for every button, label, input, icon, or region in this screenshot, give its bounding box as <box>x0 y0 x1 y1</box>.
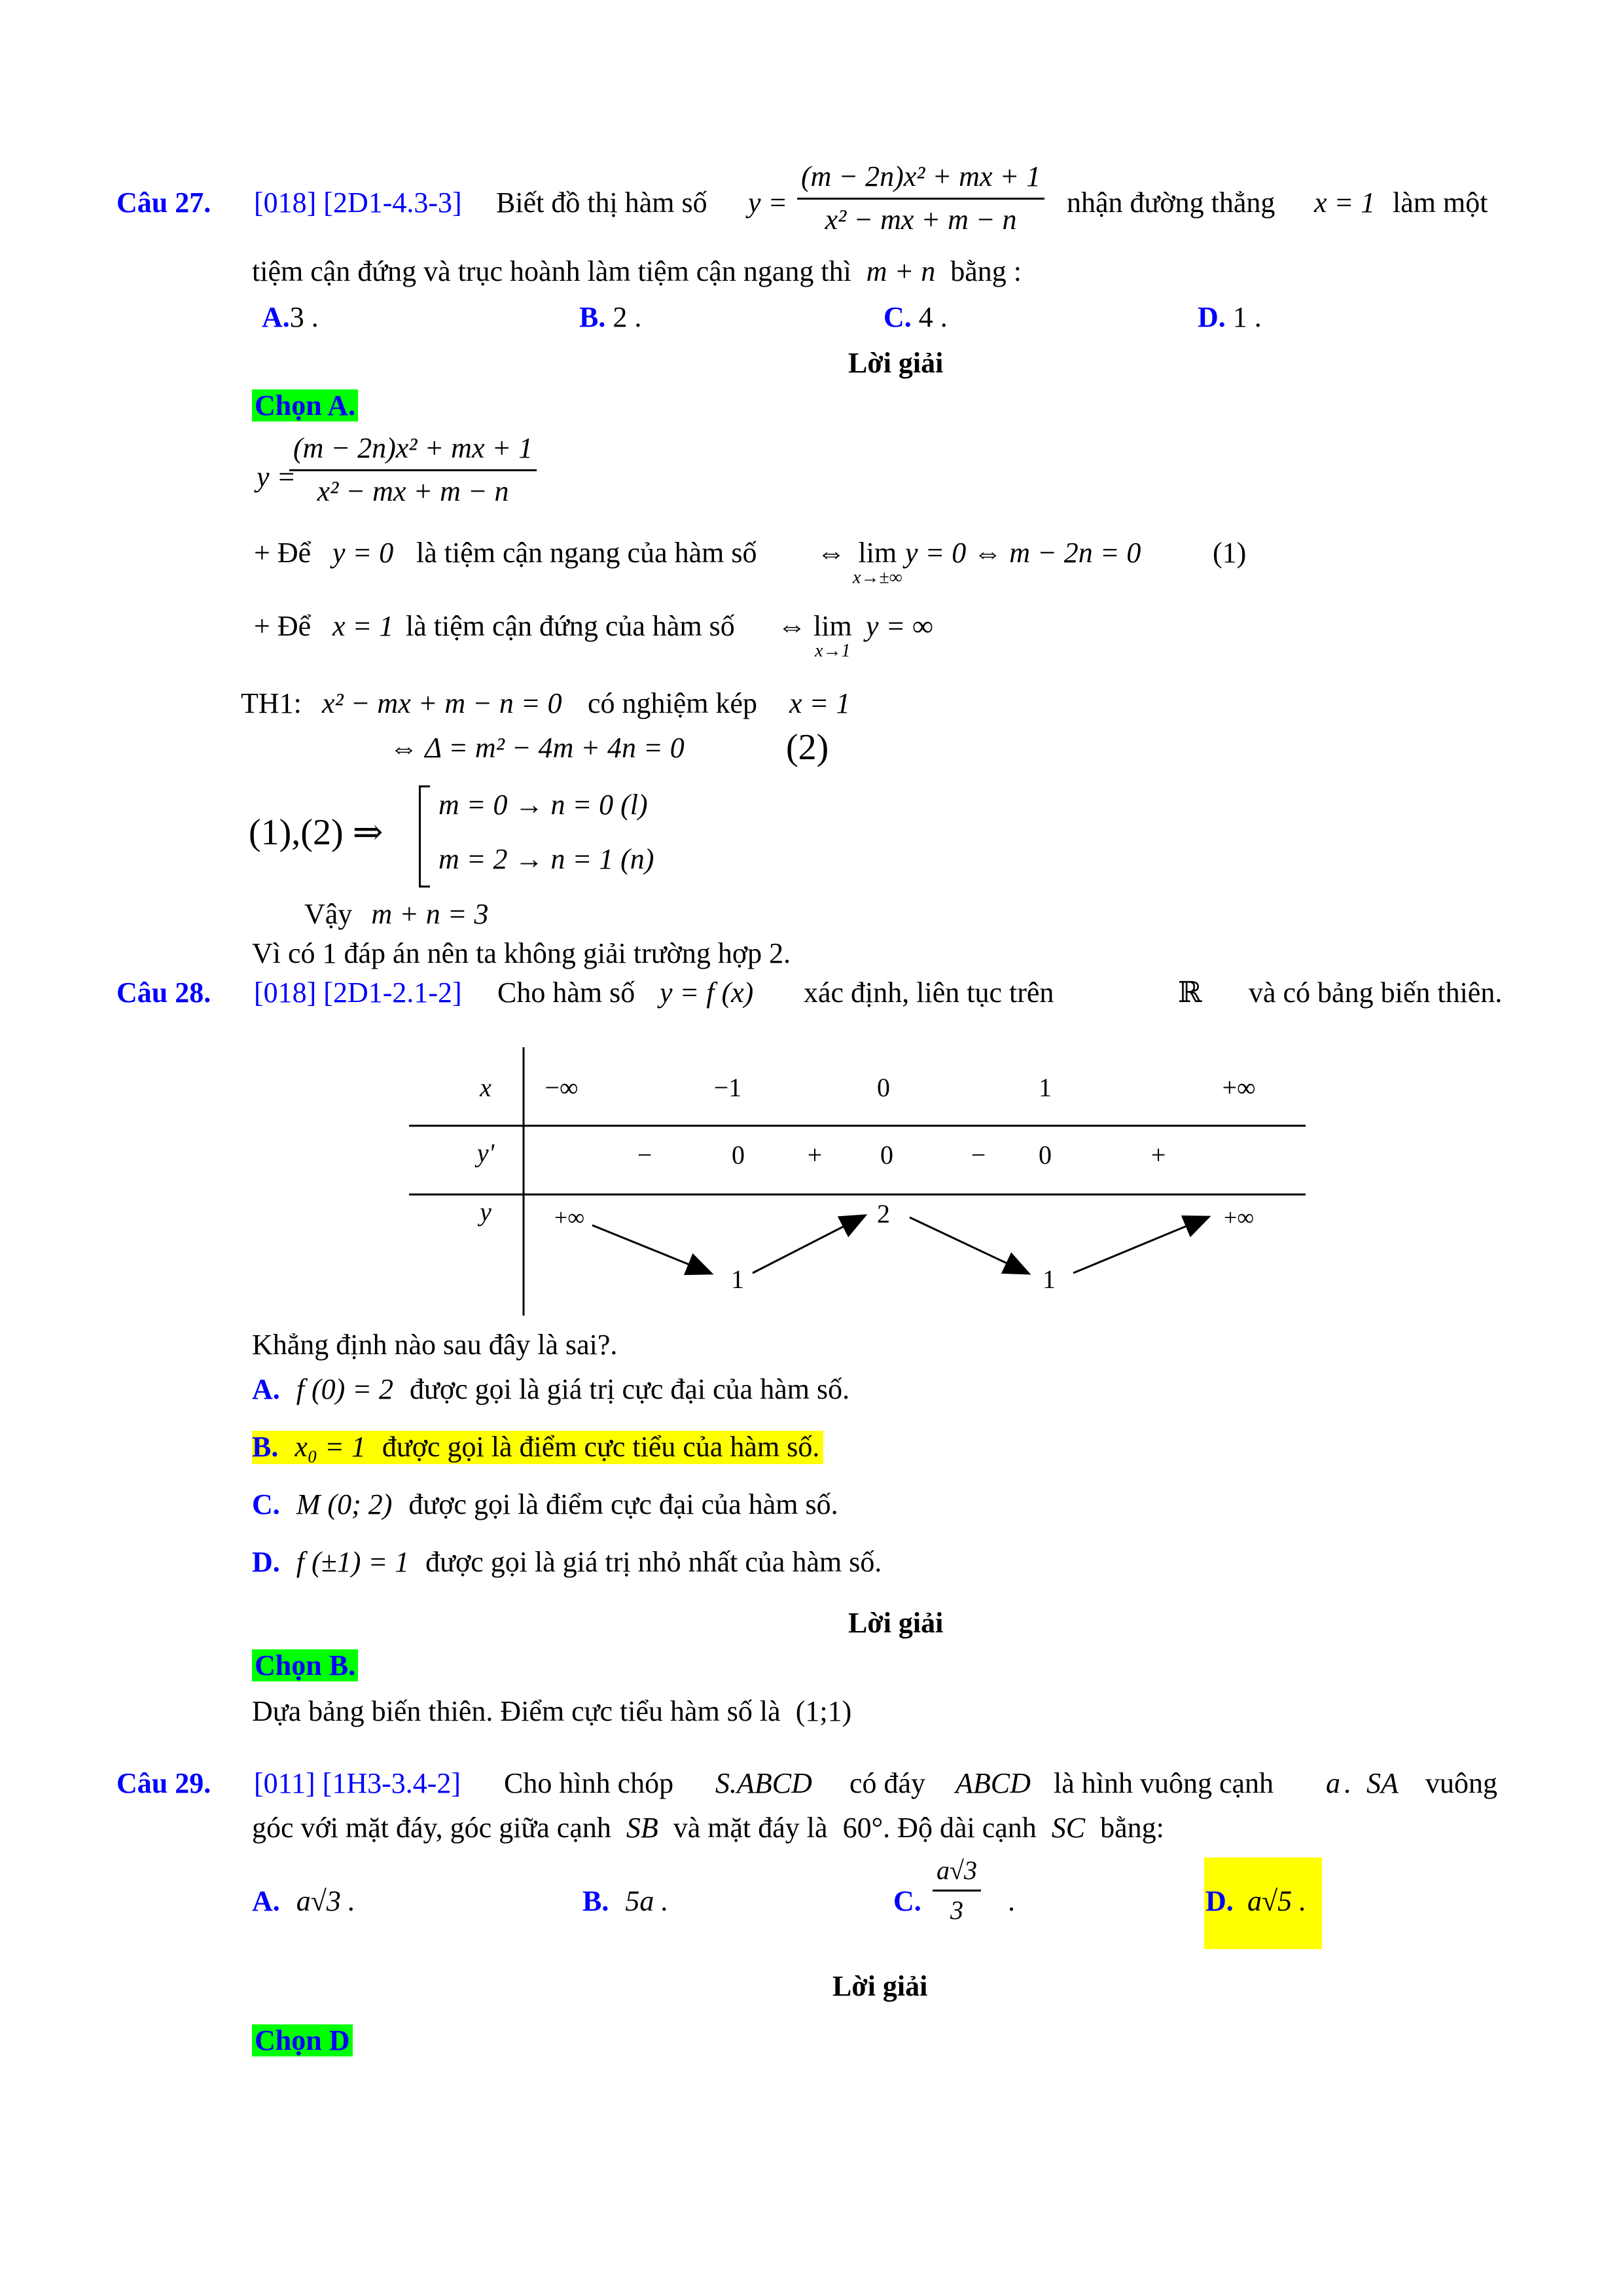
q27-delta-tag: (2) <box>786 727 829 768</box>
q28-explain-text: Dựa bảng biến thiên. Điểm cực tiểu hàm số là <box>252 1695 781 1727</box>
q29-chosen-badge: Chọn D <box>252 2024 353 2056</box>
q27-cond1-tag: (1) <box>1213 537 1247 569</box>
q29-sabcd: S.ABCD <box>715 1767 812 1799</box>
q27-frac-num: (m − 2n)x² + mx + 1 <box>797 160 1044 200</box>
q27-cases-bracket <box>419 785 430 888</box>
q28-option-c-letter: C. <box>252 1488 280 1520</box>
q29-text-c: là hình vuông cạnh <box>1054 1767 1274 1799</box>
q28-fx: y = f (x) <box>660 977 754 1009</box>
q27-option-c-letter: C. <box>883 301 912 333</box>
arrow-down-icon <box>592 1225 710 1273</box>
q27-sol-fraction <box>289 432 537 508</box>
table-dy-value: − <box>971 1140 986 1170</box>
q29-abcd: ABCD <box>955 1767 1031 1799</box>
q28-explain <box>252 1695 851 1729</box>
q29-sc: SC <box>1051 1812 1086 1844</box>
q29-angle: 60° <box>842 1812 883 1844</box>
q28-option-c-math: M (0; 2) <box>296 1488 393 1520</box>
q27-cond1-c: là tiệm cận ngang của hàm số <box>416 537 757 569</box>
q27-y-eq: y = <box>748 187 788 219</box>
q28-option-b <box>252 1431 823 1464</box>
table-x-value: +∞ <box>1222 1073 1256 1102</box>
q27-option-d-letter: D. <box>1198 301 1226 333</box>
table-row-dy: y' <box>476 1138 495 1168</box>
q29-option-a-letter: A. <box>252 1885 280 1917</box>
q27-combine: (1),(2) ⇒ <box>249 812 383 853</box>
q27-line2-end: bằng : <box>950 255 1022 287</box>
q28-option-b-text: được gọi là điểm cực tiểu của hàm số. <box>382 1431 820 1463</box>
q27-cond2-lim <box>813 610 852 662</box>
q29-line2-d: bằng: <box>1100 1812 1164 1844</box>
q28-real-set: ℝ <box>1178 977 1202 1009</box>
q28-option-c <box>252 1488 838 1522</box>
table-y-top: +∞ <box>554 1204 584 1230</box>
table-y-bottom: 1 <box>731 1265 744 1294</box>
q27-sol-frac-den: x² − mx + m − n <box>317 475 509 507</box>
table-x-value: −1 <box>713 1073 742 1102</box>
table-dy-value: + <box>1150 1140 1166 1170</box>
q29-option-c-num: a√3 <box>933 1856 981 1892</box>
q27-cond2-lim-under: x→1 <box>815 640 851 661</box>
table-x-value: −∞ <box>544 1073 579 1102</box>
q29-option-d-value: a√5 . <box>1247 1885 1307 1917</box>
q27-frac-den: x² − mx + m − n <box>825 203 1017 236</box>
table-dy-value: + <box>807 1140 823 1170</box>
q28-option-d <box>252 1546 882 1579</box>
q27-option-c-value: 4 . <box>918 301 948 333</box>
q27-conclusion-a: Vậy <box>304 898 353 930</box>
table-dy-value: 0 <box>1039 1140 1052 1170</box>
q27-option-b-value: 2 . <box>613 301 642 333</box>
q27-conclusion-b: m + n = 3 <box>371 898 489 930</box>
q29-text-a: Cho hình chóp <box>504 1767 674 1799</box>
q28-option-d-letter: D. <box>252 1546 280 1578</box>
q27-cond1-a: + Để <box>254 537 312 569</box>
q27-th1-c: có nghiệm kép <box>588 687 758 719</box>
q27-sol-y: y = <box>257 461 296 493</box>
arrow-down-icon <box>910 1217 1027 1273</box>
q29-option-a-value: a√3 . <box>296 1885 355 1917</box>
q27-delta-eq: ⇔ Δ = m² − 4m + 4n = 0 <box>389 732 685 764</box>
q27-label: Câu 27. <box>116 187 211 219</box>
q27-option-d <box>1198 301 1262 334</box>
q28-chosen <box>252 1649 358 1683</box>
q27-line2-text: tiệm cận đứng và trục hoành làm tiệm cận ngang thì <box>252 255 851 287</box>
q29-option-c-letter: C. <box>893 1885 921 1917</box>
q28-text-a: Cho hàm số <box>497 977 635 1009</box>
table-y-top: 2 <box>877 1199 890 1229</box>
q27-th1-b: x² − mx + m − n = 0 <box>322 687 562 719</box>
q28-question: Khẳng định nào sau đây là sai?. <box>252 1329 618 1361</box>
q28-option-b-math: x₀ = 1 <box>294 1431 366 1463</box>
q29-solution-title: Lời giải <box>832 1970 928 2002</box>
q27-option-a-letter: A. <box>262 301 290 333</box>
q29-a: a <box>1326 1767 1340 1799</box>
q28-label: Câu 28. <box>116 977 211 1009</box>
q27-sol-frac-num: (m − 2n)x² + mx + 1 <box>289 432 537 471</box>
table-row-x: x <box>480 1073 491 1102</box>
q29-line2-c: . Độ dài cạnh <box>883 1812 1037 1844</box>
q27-option-a-value: 3 . <box>289 301 319 333</box>
q29-line2-a: góc với mặt đáy, góc giữa cạnh <box>252 1812 611 1844</box>
table-dy-value: 0 <box>732 1140 745 1170</box>
q27-cond2-iff: ⇔ <box>777 610 806 642</box>
table-x-value: 1 <box>1039 1073 1052 1102</box>
q27-th1-d: x = 1 <box>789 687 851 719</box>
table-dy-value: 0 <box>880 1140 893 1170</box>
q27-conclusion <box>304 898 488 931</box>
q28-text-b: xác định, liên tục trên <box>804 977 1054 1009</box>
q27-text-b: nhận đường thẳng <box>1067 187 1275 219</box>
q28-option-d-math: f (±1) = 1 <box>296 1546 410 1578</box>
q28-chosen-badge: Chọn B. <box>252 1649 358 1681</box>
q28-option-a-text: được gọi là giá trị cực đại của hàm số. <box>410 1373 850 1405</box>
q27-line2 <box>252 255 1022 289</box>
q28-solution-title: Lời giải <box>848 1607 944 1639</box>
arrow-up-icon <box>1073 1217 1207 1273</box>
q27-cond2-lim-word: lim <box>813 610 852 642</box>
q27-option-d-value: 1 . <box>1232 301 1262 333</box>
table-y-top: +∞ <box>1224 1204 1254 1230</box>
q27-option-a <box>262 301 319 334</box>
q28-option-a <box>252 1373 849 1407</box>
q27-cond1-iff: ⇔ <box>817 537 846 569</box>
q27-solution-title: Lời giải <box>848 347 944 379</box>
q29-option-d-letter: D. <box>1205 1885 1234 1917</box>
q29-label: Câu 29. <box>116 1767 211 1799</box>
q28-explain-math: (1;1) <box>795 1695 852 1727</box>
table-dy-value: − <box>637 1140 652 1170</box>
q28-option-a-letter: A. <box>252 1373 280 1405</box>
variation-table <box>0 1021 1623 1322</box>
q27-mn: m + n <box>866 255 936 287</box>
q29-chosen <box>252 2024 353 2058</box>
q27-fraction <box>797 160 1044 236</box>
table-row-y: y <box>480 1197 491 1227</box>
q29-option-c-den: 3 <box>950 1895 963 1925</box>
q27-chosen <box>252 389 358 423</box>
q29-option-b-letter: B. <box>582 1885 609 1917</box>
q29-text-d: vuông <box>1425 1767 1497 1799</box>
q28-option-c-text: được gọi là điểm cực đại của hàm số. <box>408 1488 838 1520</box>
q27-case2: m = 2 → n = 1 (n) <box>438 843 654 875</box>
q29-dot: . <box>1344 1767 1351 1799</box>
q27-cond1-lim <box>853 537 902 588</box>
q27-cond1-b: y = 0 <box>332 537 394 569</box>
q27-note: Vì có 1 đáp án nên ta không giải trường hợp 2. <box>252 937 791 969</box>
q29-option-b <box>582 1885 668 1918</box>
table-x-value: 0 <box>877 1073 890 1102</box>
q27-case1: m = 0 → n = 0 (l) <box>438 789 648 821</box>
q29-option-c-tail: . <box>1008 1885 1015 1917</box>
q27-cond1-e: y = 0 ⇔ m − 2n = 0 <box>905 537 1141 569</box>
q29-sa: SA <box>1366 1767 1399 1799</box>
q28-option-a-math: f (0) = 2 <box>296 1373 394 1405</box>
q28-code: [018] [2D1-2.1-2] <box>254 977 462 1009</box>
q27-cond1-lim-under: x→±∞ <box>853 567 902 588</box>
q29-line2-b: và mặt đáy là <box>673 1812 828 1844</box>
q27-cond1-lim-word: lim <box>858 537 897 569</box>
q28-text-c: và có bảng biến thiên. <box>1249 977 1503 1009</box>
q29-text-b: có đáy <box>849 1767 926 1799</box>
q29-option-c-fraction <box>933 1856 981 1926</box>
q27-cond2-a: + Để <box>254 610 312 642</box>
q29-option-a <box>252 1885 355 1918</box>
q28-option-b-letter: B. <box>252 1431 279 1463</box>
q27-cond2-c: là tiệm cận đứng của hàm số <box>406 610 735 642</box>
q29-sb: SB <box>626 1812 658 1844</box>
q27-chosen-badge: Chọn A. <box>252 389 358 422</box>
q27-th1-a: TH1: <box>241 687 302 719</box>
q29-code: [011] [1H3-3.4-2] <box>254 1767 461 1799</box>
q29-option-d <box>1204 1857 1322 1949</box>
q27-x-eq1: x = 1 <box>1314 187 1376 219</box>
table-y-bottom: 1 <box>1043 1265 1056 1294</box>
q27-option-c <box>883 301 948 334</box>
q29-line2 <box>252 1812 1164 1845</box>
q29-option-b-value: 5a . <box>625 1885 669 1917</box>
q28-option-d-text: được gọi là giá trị nhỏ nhất của hàm số. <box>425 1546 882 1578</box>
q27-option-b <box>579 301 641 334</box>
arrow-up-icon <box>753 1216 864 1273</box>
q27-cond2-b: x = 1 <box>332 610 394 642</box>
q27-option-b-letter: B. <box>579 301 606 333</box>
q27-text-a: Biết đồ thị hàm số <box>496 187 707 219</box>
q27-cond2-e: y = ∞ <box>866 610 933 642</box>
q27-code: [018] [2D1-4.3-3] <box>254 187 462 219</box>
q27-text-c: làm một <box>1393 187 1488 219</box>
